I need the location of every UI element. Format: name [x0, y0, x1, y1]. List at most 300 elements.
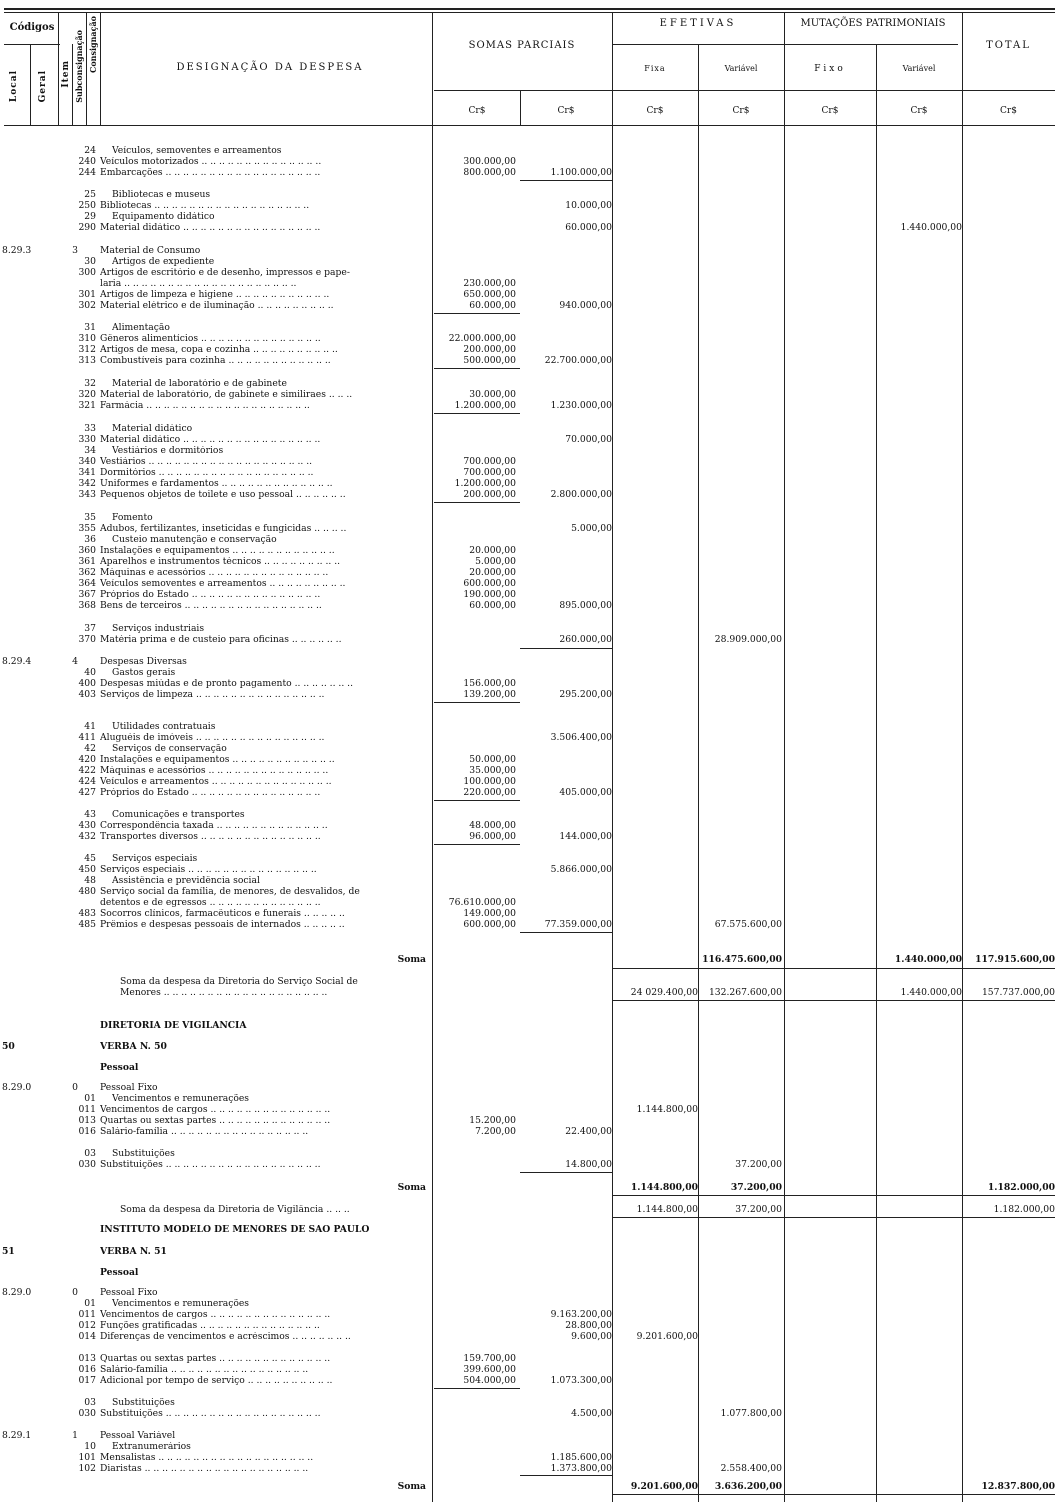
code-item: 400 [78, 678, 96, 689]
subtotal-rule [520, 932, 612, 933]
designacao: Material didático .. .. .. .. .. .. .. .. .. .. .. .. .. .. .. .. [100, 435, 321, 445]
efetiva-fixa: 1.144.800,00 [636, 1204, 698, 1215]
table-row [0, 865, 1059, 875]
header-group-rule [612, 44, 958, 45]
code-item: 485 [78, 919, 96, 930]
designacao: Instalações e equipamentos .. .. .. .. .. .. .. .. .. .. .. .. [100, 546, 335, 556]
code-item: 342 [78, 478, 96, 489]
efetiva-fixa: 1.144.800,00 [636, 1104, 698, 1115]
soma-parcial-1: 700.000,00 [463, 456, 516, 467]
soma-parcial-1: 200.000,00 [463, 344, 516, 355]
code-item: 33 [84, 423, 96, 434]
mutacao-variavel: 1.440.000,00 [894, 954, 962, 965]
soma-parcial-1: 300.000,00 [463, 156, 516, 167]
table-row [0, 1482, 1059, 1492]
soma-parcial-2: 295.200,00 [559, 689, 612, 700]
designacao: Diferenças de vencimentos e acréscimos .. .. .. .. .. .. .. [100, 1332, 351, 1342]
designacao: Artigos de mesa, copa e cozinha .. .. .. .. .. .. .. .. .. .. [100, 345, 338, 355]
table-row [0, 1268, 1059, 1278]
designacao: Pessoal Fixo [100, 1083, 158, 1093]
total: 157.737.000,00 [981, 987, 1055, 998]
designacao: Artigos de limpeza e higiene .. .. .. .. .. .. .. .. .. .. .. [100, 290, 330, 300]
code-item: 368 [78, 600, 96, 611]
table-row [0, 323, 1059, 333]
efetiva-variavel: 37.200,00 [730, 1182, 782, 1193]
table-row [0, 788, 1059, 798]
soma-parcial-1: 504.000,00 [463, 1375, 516, 1386]
code-item: 361 [78, 556, 96, 567]
soma-parcial-1: 230.000,00 [463, 278, 516, 289]
soma-parcial-1: 1.200.000,00 [454, 478, 516, 489]
soma-parcial-1: 500.000,00 [463, 355, 516, 366]
code-item: 030 [78, 1408, 96, 1419]
soma-parcial-2: 9.163.200,00 [550, 1309, 612, 1320]
soma-parcial-1: 220.000,00 [463, 787, 516, 798]
efetiva-variavel: 37.200,00 [735, 1159, 782, 1170]
sum-rule [612, 1000, 1055, 1001]
sum-rule [612, 1494, 1055, 1495]
designacao: Vestiários e dormitórios [112, 446, 224, 456]
soma-parcial-1: 60.000,00 [469, 300, 516, 311]
table-row [0, 1042, 1059, 1052]
efetiva-fixa: 24 029.400,00 [630, 987, 698, 998]
soma-parcial-1: 200.000,00 [463, 489, 516, 500]
soma-parcial-1: 96.000,00 [469, 831, 516, 842]
header-designacao: DESIGNAÇÃO DA DESPESA [176, 62, 364, 73]
soma-parcial-2: 60.000,00 [565, 222, 612, 233]
designacao: Material de Consumo [100, 246, 201, 256]
designacao: Substituições [112, 1149, 175, 1159]
designacao: Instalações e equipamentos .. .. .. .. .. .. .. .. .. .. .. .. [100, 755, 335, 765]
soma-parcial-2: 1.185.600,00 [550, 1452, 612, 1463]
sum-rule [612, 968, 1055, 969]
table-row [0, 1321, 1059, 1331]
soma-parcial-2: 5.866.000,00 [550, 864, 612, 875]
code-item: 370 [78, 634, 96, 645]
code-item: 017 [78, 1375, 96, 1386]
designacao: Veículos semoventes e arreamentos .. .. .. .. .. .. .. .. .. [100, 579, 346, 589]
soma-parcial-1: 30.000,00 [469, 389, 516, 400]
designacao: Soma [397, 1183, 426, 1193]
efetiva-variavel: 132.267.600,00 [708, 987, 782, 998]
table-row [0, 356, 1059, 366]
code-item: 41 [84, 721, 96, 732]
code-item: 364 [78, 578, 96, 589]
table-row [0, 568, 1059, 578]
table-row [0, 777, 1059, 787]
table-row [0, 345, 1059, 355]
designacao: Material de laboratório, de gabinete e similiraes .. .. .. [100, 390, 353, 400]
table-row [0, 1183, 1059, 1193]
table-row [0, 590, 1059, 600]
designacao: VERBA N. 50 [100, 1042, 167, 1052]
table-row [0, 1464, 1059, 1474]
designacao: Soma da despesa da Diretoria de Vigilância .. .. .. [120, 1205, 350, 1215]
soma-parcial-2: 144.000,00 [559, 831, 612, 842]
designacao: Custeio manutenção e conservação [112, 535, 277, 545]
header-geral: Geral [38, 70, 48, 103]
table-row [0, 635, 1059, 645]
table-row [0, 468, 1059, 478]
designacao: Material didático [112, 424, 193, 434]
table-row [0, 1127, 1059, 1137]
designacao: Transportes diversos .. .. .. .. .. .. .. .. .. .. .. .. .. .. [100, 832, 321, 842]
soma-parcial-2: 260.000,00 [559, 634, 612, 645]
designacao: Pessoal Fixo [100, 1288, 158, 1298]
soma-parcial-1: 50.000,00 [469, 754, 516, 765]
efetiva-variavel: 3.636.200,00 [714, 1481, 782, 1492]
soma-parcial-2: 1.073.300,00 [550, 1375, 612, 1386]
table-row [0, 1116, 1059, 1126]
soma-parcial-1: 76.610.000,00 [448, 897, 516, 908]
code-item: 03 [84, 1148, 96, 1159]
soma-parcial-1: 22.000.000,00 [448, 333, 516, 344]
table-row [0, 212, 1059, 222]
code-item: 42 [84, 743, 96, 754]
soma-parcial-2: 22.700.000,00 [544, 355, 612, 366]
table-row [0, 1431, 1059, 1441]
table-row [0, 1247, 1059, 1257]
table-row [0, 424, 1059, 434]
table-row [0, 1225, 1059, 1235]
sum-rule [612, 1217, 1055, 1218]
code-local: 8.29.4 [2, 656, 32, 667]
code-item: 30 [84, 256, 96, 267]
designacao: Máquinas e acessórios .. .. .. .. .. .. .. .. .. .. .. .. .. .. [100, 766, 329, 776]
subtotal-rule [434, 413, 520, 414]
code-item: 403 [78, 689, 96, 700]
code-item: 450 [78, 864, 96, 875]
table-row [0, 524, 1059, 534]
designacao: Veículos e arreamentos .. .. .. .. .. .. .. .. .. .. .. .. .. .. [100, 777, 332, 787]
table-row [0, 246, 1059, 256]
table-row [0, 290, 1059, 300]
table-row [0, 268, 1059, 278]
code-item: 343 [78, 489, 96, 500]
code-geral: 1 [72, 1430, 78, 1441]
designacao: Funções gratificadas .. .. .. .. .. .. .. .. .. .. .. .. .. .. [100, 1321, 320, 1331]
header-somas-parciais: SOMAS PARCIAIS [468, 40, 576, 51]
designacao: Assistência e previdência social [112, 876, 260, 886]
code-item: 310 [78, 333, 96, 344]
designacao: Alimentação [112, 323, 170, 333]
designacao: Soma [397, 1482, 426, 1492]
designacao: Serviços especiais .. .. .. .. .. .. .. .. .. .. .. .. .. .. .. [100, 865, 317, 875]
table-row [0, 557, 1059, 567]
designacao: Comunicações e transportes [112, 810, 245, 820]
soma-parcial-2: 3.506.400,00 [550, 732, 612, 743]
code-item: 102 [78, 1463, 96, 1474]
mutacao-variavel: 1.440.000,00 [900, 987, 962, 998]
code-item: 290 [78, 222, 96, 233]
code-item: 34 [84, 445, 96, 456]
designacao: Material de laboratório e de gabinete [112, 379, 287, 389]
soma-parcial-2: 14.800,00 [565, 1159, 612, 1170]
designacao: Aparelhos e instrumentos técnicos .. .. .. .. .. .. .. .. .. [100, 557, 341, 567]
designacao: Serviços especiais [112, 854, 198, 864]
code-item: 240 [78, 156, 96, 167]
designacao: Embarcações .. .. .. .. .. .. .. .. .. .. .. .. .. .. .. .. .. .. [100, 168, 321, 178]
total: 1.182.000,00 [993, 1204, 1055, 1215]
code-item: 011 [78, 1104, 96, 1115]
code-item: 432 [78, 831, 96, 842]
designacao: Diaristas .. .. .. .. .. .. .. .. .. .. .. .. .. .. .. .. .. .. .. [100, 1464, 309, 1474]
designacao: Artigos de escritório e de desenho, impressos e pape- [100, 268, 350, 278]
designacao: Matéria prima e de custeio para oficinas .. .. .. .. .. .. [100, 635, 342, 645]
designacao: Soma [397, 955, 426, 965]
subtotal-rule [434, 502, 520, 503]
table-row [0, 446, 1059, 456]
total: 1.182.000,00 [987, 1182, 1055, 1193]
efetiva-fixa: 9.201.600,00 [636, 1331, 698, 1342]
table-row [0, 821, 1059, 831]
currency-label: Cr$ [468, 106, 486, 116]
designacao: Extranumerários [112, 1442, 191, 1452]
currency-label: Cr$ [557, 106, 575, 116]
table-row [0, 1083, 1059, 1093]
table-row [0, 1094, 1059, 1104]
soma-parcial-1: 650.000,00 [463, 289, 516, 300]
designacao: Correspondência taxada .. .. .. .. .. .. .. .. .. .. .. .. .. [100, 821, 328, 831]
code-item: 29 [84, 211, 96, 222]
code-item: 25 [84, 189, 96, 200]
table-row [0, 513, 1059, 523]
designacao: Gêneros alimentícios .. .. .. .. .. .. .. .. .. .. .. .. .. .. [100, 334, 321, 344]
col-sep [72, 44, 73, 125]
table-row [0, 1310, 1059, 1320]
soma-parcial-2: 9.600,00 [571, 1331, 612, 1342]
header-bottom-rule [4, 125, 1055, 126]
code-item: 424 [78, 776, 96, 787]
code-item: 030 [78, 1159, 96, 1170]
header-item: Item [61, 60, 71, 88]
efetiva-variavel: 67.575.600,00 [714, 919, 782, 930]
soma-parcial-1: 190.000,00 [463, 589, 516, 600]
table-row [0, 579, 1059, 589]
designacao: Bens de terceiros .. .. .. .. .. .. .. .. .. .. .. .. .. .. .. .. [100, 601, 322, 611]
code-geral: 4 [72, 656, 78, 667]
currency-label: Cr$ [646, 106, 664, 116]
soma-parcial-1: 20.000,00 [469, 567, 516, 578]
soma-parcial-2: 10.000,00 [565, 200, 612, 211]
code-geral: 0 [72, 1287, 78, 1298]
soma-parcial-2: 4.500,00 [571, 1408, 612, 1419]
table-row [0, 401, 1059, 411]
code-item: 360 [78, 545, 96, 556]
designacao: Vencimentos de cargos .. .. .. .. .. .. .. .. .. .. .. .. .. .. [100, 1105, 331, 1115]
designacao: Quartas ou sextas partes .. .. .. .. .. .. .. .. .. .. .. .. .. [100, 1116, 331, 1126]
designacao: Máquinas e acessórios .. .. .. .. .. .. .. .. .. .. .. .. .. .. [100, 568, 329, 578]
designacao: Próprios do Estado .. .. .. .. .. .. .. .. .. .. .. .. .. .. .. [100, 788, 321, 798]
table-row [0, 1398, 1059, 1408]
soma-parcial-2: 22.400,00 [565, 1126, 612, 1137]
soma-parcial-1: 48.000,00 [469, 820, 516, 831]
subtotal-rule [520, 1172, 612, 1173]
designacao: Vencimentos de cargos .. .. .. .. .. .. .. .. .. .. .. .. .. .. [100, 1310, 331, 1320]
code-item: 01 [84, 1298, 96, 1309]
code-item: 48 [84, 875, 96, 886]
table-row [0, 457, 1059, 467]
table-row [0, 1376, 1059, 1386]
table-row [0, 909, 1059, 919]
code-item: 43 [84, 809, 96, 820]
table-row [0, 876, 1059, 886]
soma-parcial-1: 139.200,00 [463, 689, 516, 700]
designacao: Prêmios e despesas pessoais de internados .. .. .. .. .. [100, 920, 345, 930]
soma-parcial-1: 60.000,00 [469, 600, 516, 611]
header-codigos: Códigos [9, 22, 55, 33]
designacao: INSTITUTO MODÊLO DE MENORES DE SÃO PAULO [100, 1225, 370, 1235]
table-row [0, 479, 1059, 489]
table-row [0, 832, 1059, 842]
code-item: 01 [84, 1093, 96, 1104]
designacao: Substituições .. .. .. .. .. .. .. .. .. .. .. .. .. .. .. .. .. .. [100, 1160, 321, 1170]
subtotal-rule [434, 844, 520, 845]
code-item: 03 [84, 1397, 96, 1408]
header-subconsignacao: Subconsignação [74, 30, 84, 103]
table-row [0, 190, 1059, 200]
header-fixo: Fixo [814, 64, 846, 74]
soma-parcial-2: 70.000,00 [565, 434, 612, 445]
soma-parcial-2: 28.800,00 [565, 1320, 612, 1331]
code-local: 8.29.0 [2, 1287, 32, 1298]
table-row [0, 490, 1059, 500]
table-row [0, 766, 1059, 776]
soma-parcial-1: 7.200,00 [475, 1126, 516, 1137]
designacao: Menores .. .. .. .. .. .. .. .. .. .. .. .. .. .. .. .. .. .. .. [120, 988, 328, 998]
col-sep [30, 44, 31, 125]
code-item: 367 [78, 589, 96, 600]
table-row [0, 920, 1059, 930]
table-row [0, 955, 1059, 965]
soma-parcial-1: 20.000,00 [469, 545, 516, 556]
efetiva-variavel: 116.475.600,00 [702, 954, 782, 965]
code-geral: 3 [72, 245, 78, 256]
code-item: 37 [84, 623, 96, 634]
efetiva-variavel: 37.200,00 [735, 1204, 782, 1215]
table-row [0, 755, 1059, 765]
code-item: 422 [78, 765, 96, 776]
efetiva-variavel: 1.077.800,00 [720, 1408, 782, 1419]
designacao: Farmácia .. .. .. .. .. .. .. .. .. .. .. .. .. .. .. .. .. .. .. [100, 401, 310, 411]
table-row [0, 1354, 1059, 1364]
table-row [0, 744, 1059, 754]
top-rule [4, 8, 1055, 10]
efetiva-fixa: 9.201.600,00 [630, 1481, 698, 1492]
code-item: 411 [78, 732, 96, 743]
table-row [0, 1063, 1059, 1073]
designacao: Vestiários .. .. .. .. .. .. .. .. .. .. .. .. .. .. .. .. .. .. .. [100, 457, 313, 467]
soma-parcial-2: 5.000,00 [571, 523, 612, 534]
code-local: 51 [2, 1246, 15, 1257]
header-total: TOTAL [986, 40, 1031, 51]
designacao: detentos e de egressos .. .. .. .. .. .. .. .. .. .. .. .. .. [100, 898, 321, 908]
table-row [0, 1332, 1059, 1342]
designacao: Despesas miúdas e de pronto pagamento .. .. .. .. .. .. .. [100, 679, 354, 689]
code-item: 302 [78, 300, 96, 311]
code-item: 101 [78, 1452, 96, 1463]
soma-parcial-2: 1.100.000,00 [550, 167, 612, 178]
efetiva-variavel: 28.909.000,00 [714, 634, 782, 645]
designacao: Próprios do Estado .. .. .. .. .. .. .. .. .. .. .. .. .. .. .. [100, 590, 321, 600]
top-rule-2 [4, 12, 1055, 13]
code-item: 420 [78, 754, 96, 765]
code-item: 300 [78, 267, 96, 278]
soma-parcial-2: 940.000,00 [559, 300, 612, 311]
header-local: Local [9, 70, 19, 103]
designacao: Combustíveis para cozinha .. .. .. .. .. .. .. .. .. .. .. .. [100, 356, 331, 366]
header-variavel-mut: Variável [902, 64, 936, 73]
table-row [0, 1409, 1059, 1419]
designacao: Salário-família .. .. .. .. .. .. .. .. .. .. .. .. .. .. .. .. [100, 1365, 309, 1375]
mutacao-variavel: 1.440.000,00 [900, 222, 962, 233]
designacao: Material elétrico e de iluminação .. .. .. .. .. .. .. .. .. [100, 301, 334, 311]
code-item: 016 [78, 1126, 96, 1137]
designacao: DIRETORIA DE VIGILANCIA [100, 1021, 247, 1031]
soma-parcial-1: 5.000,00 [475, 556, 516, 567]
sum-rule [612, 1195, 1055, 1196]
code-item: 250 [78, 200, 96, 211]
soma-parcial-1: 149.000,00 [463, 908, 516, 919]
subtotal-rule [434, 1388, 520, 1389]
soma-parcial-1: 156.000,00 [463, 678, 516, 689]
code-item: 320 [78, 389, 96, 400]
code-item: 330 [78, 434, 96, 445]
code-item: 013 [78, 1353, 96, 1364]
table-row [0, 1205, 1059, 1215]
soma-parcial-1: 600.000,00 [463, 919, 516, 930]
col-sep [58, 12, 59, 125]
table-row [0, 898, 1059, 908]
designacao: Despesas Diversas [100, 657, 187, 667]
table-row [0, 679, 1059, 689]
table-row [0, 435, 1059, 445]
currency-label: Cr$ [821, 106, 839, 116]
code-item: 313 [78, 355, 96, 366]
designacao: Pessoal [100, 1268, 139, 1278]
table-row [0, 668, 1059, 678]
designacao: Veículos, semoventes e arreamentos [112, 146, 282, 156]
code-item: 480 [78, 886, 96, 897]
table-row [0, 733, 1059, 743]
subtotal-rule [520, 1475, 612, 1476]
total: 117.915.600,00 [975, 954, 1055, 965]
designacao: Substituições .. .. .. .. .. .. .. .. .. .. .. .. .. .. .. .. .. .. [100, 1409, 321, 1419]
soma-parcial-2: 405.000,00 [559, 787, 612, 798]
code-item: 40 [84, 667, 96, 678]
designacao: Bibliotecas .. .. .. .. .. .. .. .. .. .. .. .. .. .. .. .. .. .. [100, 201, 310, 211]
designacao: Utilidades contratuais [112, 722, 216, 732]
table-row [0, 722, 1059, 732]
designacao: laria .. .. .. .. .. .. .. .. .. .. .. .. .. .. .. .. .. .. .. .. [100, 279, 297, 289]
subtotal-rule [434, 800, 520, 801]
table-row [0, 390, 1059, 400]
table-row [0, 1160, 1059, 1170]
designacao: Fomento [112, 513, 153, 523]
designacao: Serviços industriais [112, 624, 205, 634]
code-item: 012 [78, 1320, 96, 1331]
header-mutacoes: MUTAÇÕES PATRIMONIAIS [800, 18, 946, 29]
code-item: 244 [78, 167, 96, 178]
header-consignacao: Consignação [88, 16, 98, 74]
table-row [0, 146, 1059, 156]
table-row [0, 379, 1059, 389]
designacao: Salário-família .. .. .. .. .. .. .. .. .. .. .. .. .. .. .. .. [100, 1127, 309, 1137]
code-local: 8.29.0 [2, 1082, 32, 1093]
table-row [0, 223, 1059, 233]
soma-parcial-1: 100.000,00 [463, 776, 516, 787]
table-row [0, 624, 1059, 634]
